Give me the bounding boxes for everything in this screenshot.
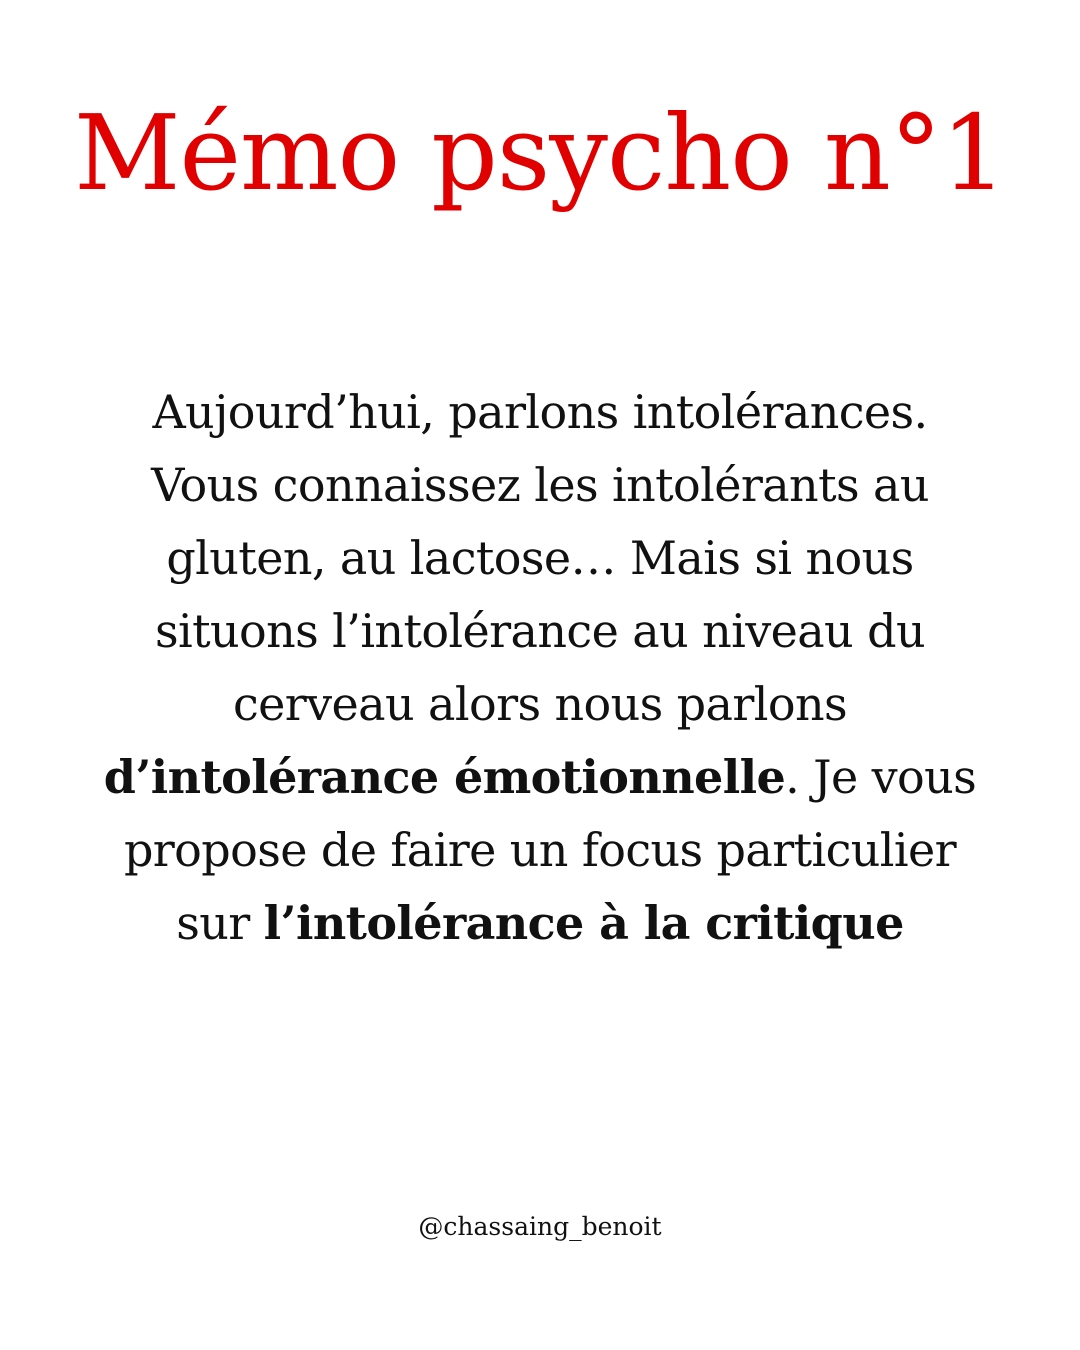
emphasis-emotional-intolerance: d’intolérance émotionnelle [103,750,786,804]
page-title: Mémo psycho n°1 [73,92,1007,214]
paragraph-line-2: Vous connaissez les intolérants au [151,458,929,512]
paragraph-line-1: Aujourd’hui, parlons intolérances. [152,385,928,439]
paragraph-line-4: situons l’intolérance au niveau du [155,604,925,658]
paragraph-line-5: cerveau alors nous parlons [233,677,847,731]
paragraph-line-6 [40,741,1040,814]
paragraph-line-7: propose de faire un focus particulier [123,823,957,877]
author-handle: @chassaing_benoit [418,1212,662,1241]
paragraph-line-8-prefix: sur [176,896,264,950]
paragraph-line-8 [40,887,1040,960]
paragraph-line-6-rest: . Je vous [785,750,977,804]
paragraph-line-3: gluten, au lactose… Mais si nous [166,531,914,585]
emphasis-criticism-intolerance: l’intolérance à la critique [263,896,904,950]
intro-paragraph [40,376,1040,960]
